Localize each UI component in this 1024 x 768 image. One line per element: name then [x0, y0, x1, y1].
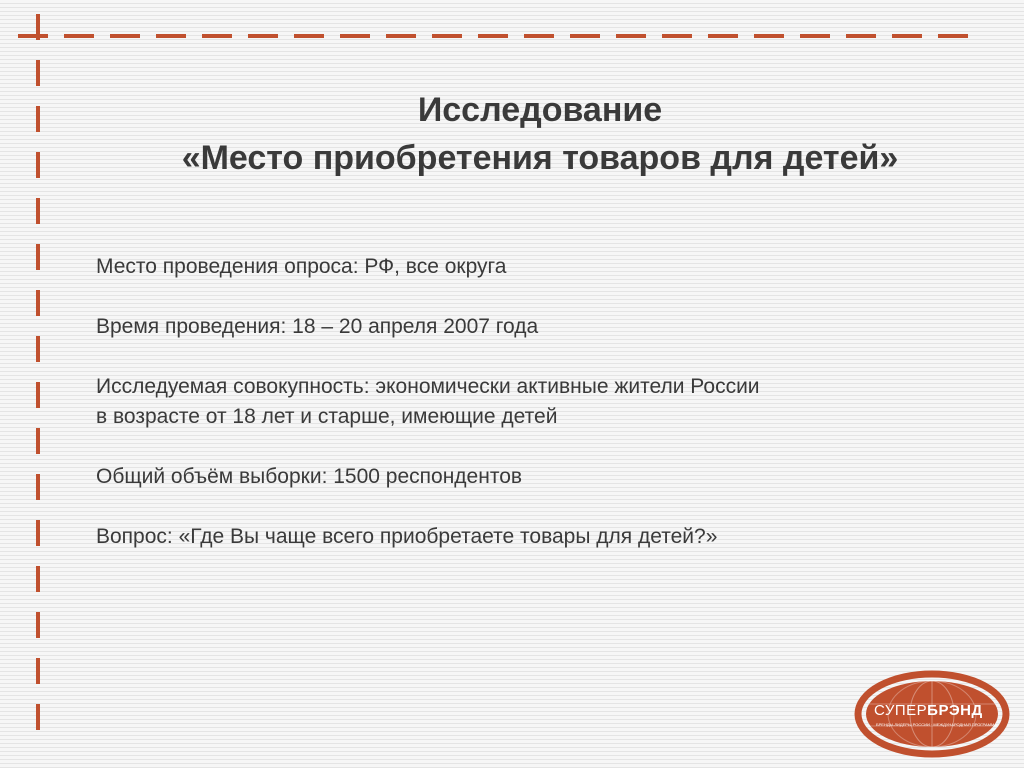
info-population-line-2: в возрасте от 18 лет и старше, имеющие детей: [96, 405, 558, 428]
info-sample-text: Общий объём выборки: 1500 респондентов: [96, 465, 523, 488]
slide-title: [40, 86, 1024, 182]
info-sample: [96, 462, 956, 492]
superbrand-logo: [852, 668, 1012, 758]
info-time: [96, 312, 956, 342]
logo-word-bold: БРЭНД: [927, 702, 983, 719]
info-place: [96, 252, 956, 282]
title-line-2: «Место приобретения товаров для детей»: [181, 139, 899, 177]
info-place-text: Место проведения опроса: РФ, все округа: [96, 255, 507, 278]
info-time-text: Время проведения: 18 – 20 апреля 2007 года: [96, 315, 539, 338]
title-line-1: Исследование: [417, 91, 663, 129]
info-population: [96, 372, 956, 432]
info-question-text: Вопрос: «Где Вы чаще всего приобретаете товары для детей?»: [96, 525, 718, 548]
survey-info: [96, 252, 956, 582]
logo-word-light: СУПЕР: [874, 702, 928, 719]
frame-top-dashed-line: [18, 34, 984, 38]
logo-tagline: БРЕНДЫ-ЛИДЕРЫ РОССИИ · МЕЖДУНАРОДНАЯ ПРОГРАММА: [876, 722, 997, 727]
logo-wordmark: [874, 702, 983, 719]
info-population-line-1: Исследуемая совокупность: экономически активные жители России: [96, 375, 760, 398]
info-question: [96, 522, 956, 552]
